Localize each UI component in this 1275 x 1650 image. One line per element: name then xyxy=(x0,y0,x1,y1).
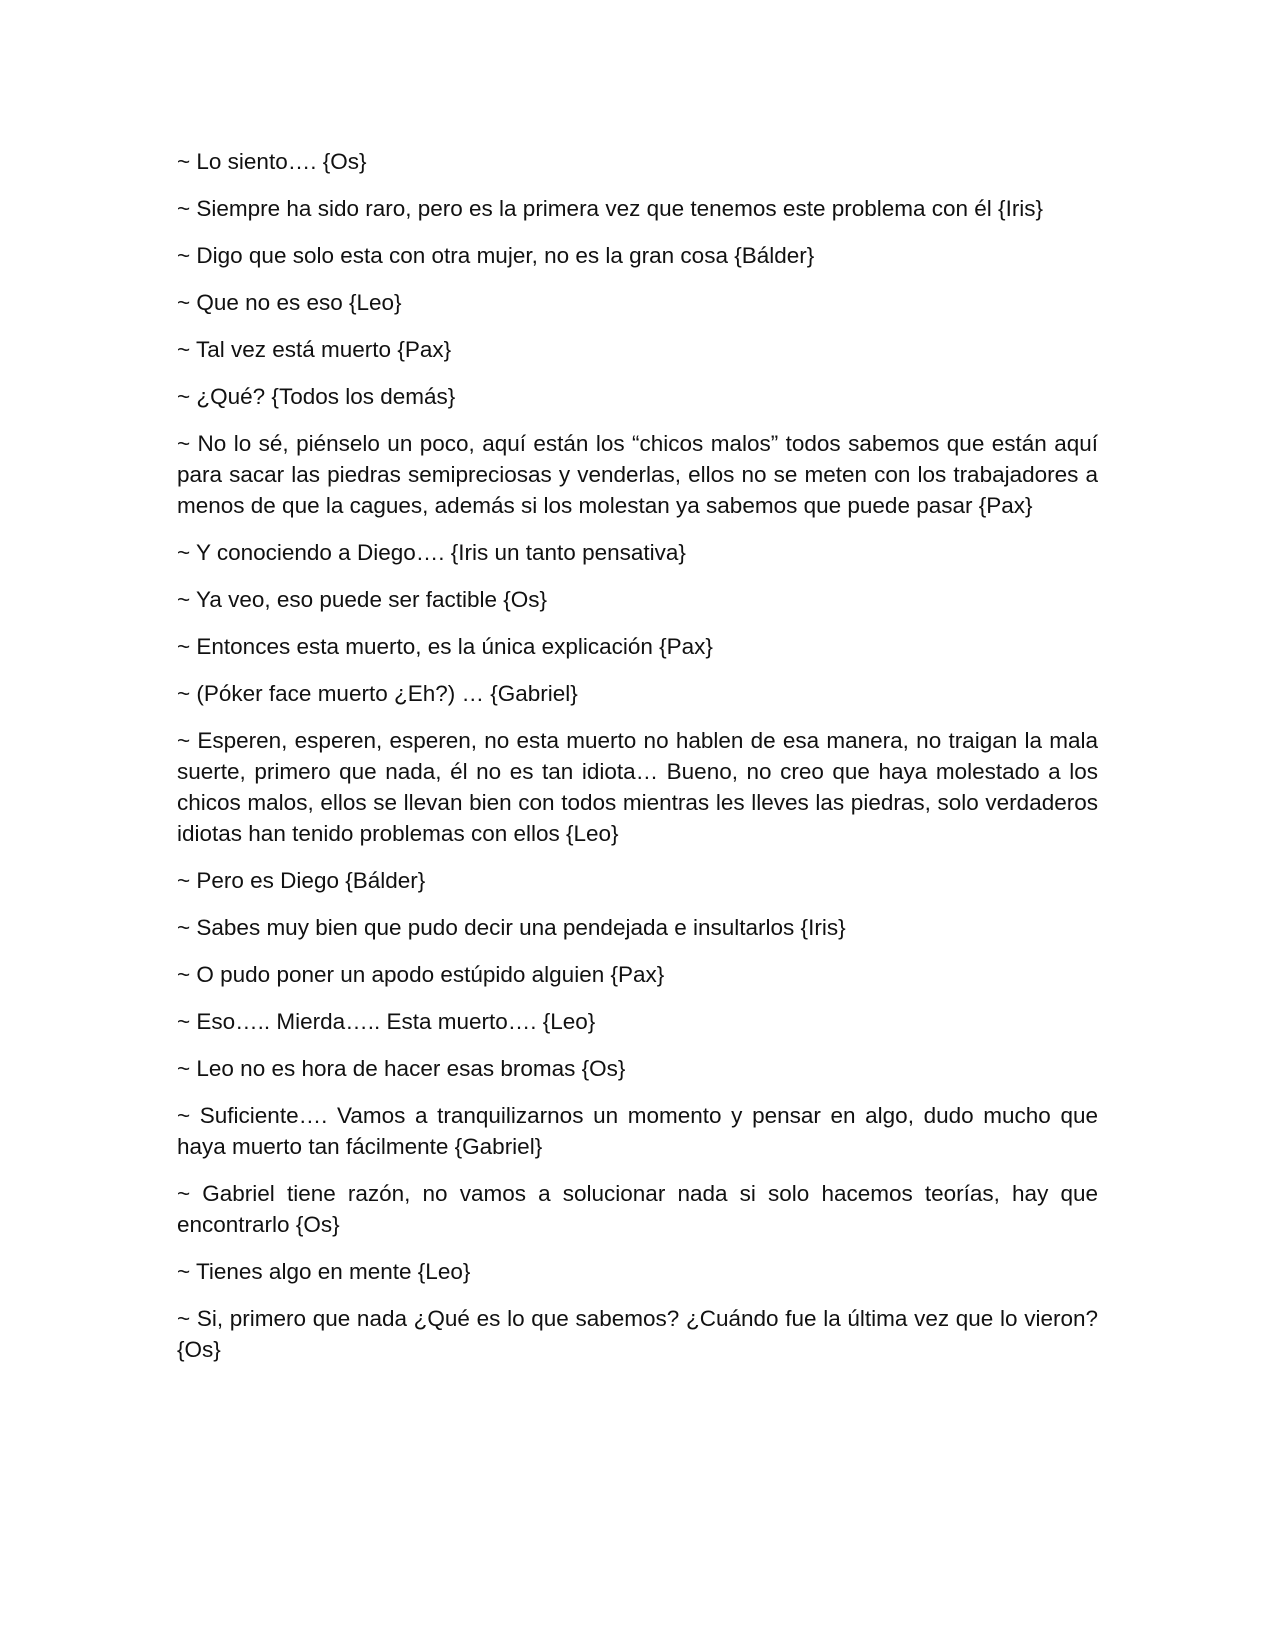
dialogue-line: ~ Pero es Diego {Bálder} xyxy=(177,868,426,893)
document-page xyxy=(177,146,1098,1381)
dialogue-line: ~ O pudo poner un apodo estúpido alguien {Pax} xyxy=(177,962,665,987)
dialogue-line: ~ Que no es eso {Leo} xyxy=(177,290,402,315)
dialogue-line: ~ Lo siento…. {Os} xyxy=(177,149,367,174)
dialogue-line: ~ Si, primero que nada ¿Qué es lo que sabemos? ¿Cuándo fue la última vez que lo vieron? {Os} xyxy=(177,1306,1098,1362)
dialogue-line: ~ Gabriel tiene razón, no vamos a solucionar nada si solo hacemos teorías, hay que encontrarlo {Os} xyxy=(177,1181,1098,1237)
dialogue-line: ~ Y conociendo a Diego…. {Iris un tanto pensativa} xyxy=(177,540,686,565)
dialogue-line: ~ Leo no es hora de hacer esas bromas {Os} xyxy=(177,1056,626,1081)
dialogue-line: ~ Eso….. Mierda….. Esta muerto…. {Leo} xyxy=(177,1009,596,1034)
dialogue-line: ~ No lo sé, piénselo un poco, aquí están los “chicos malos” todos sabemos que están aquí para sacar las piedras semipreciosas y venderlas, ellos no se meten con los trabajadores a menos de que la cagues, además si los molestan ya sabemos que puede pasar {Pax} xyxy=(177,431,1098,518)
dialogue-line: ~ (Póker face muerto ¿Eh?) … {Gabriel} xyxy=(177,681,578,706)
dialogue-line: ~ Esperen, esperen, esperen, no esta muerto no hablen de esa manera, no traigan la mala suerte, primero que nada, él no es tan idiota… Bueno, no creo que haya molestado a los chicos malos, ellos se llevan bien con todos mientras les lleves las piedras, solo verdaderos idiotas han tenido problemas con ellos {Leo} xyxy=(177,728,1098,846)
dialogue-line: ~ Digo que solo esta con otra mujer, no es la gran cosa {Bálder} xyxy=(177,243,815,268)
dialogue-line: ~ ¿Qué? {Todos los demás} xyxy=(177,384,456,409)
dialogue-line: ~ Sabes muy bien que pudo decir una pendejada e insultarlos {Iris} xyxy=(177,915,846,940)
dialogue-line: ~ Tienes algo en mente {Leo} xyxy=(177,1259,471,1284)
dialogue-line: ~ Suficiente…. Vamos a tranquilizarnos un momento y pensar en algo, dudo mucho que haya muerto tan fácilmente {Gabriel} xyxy=(177,1103,1098,1159)
dialogue-line: ~ Tal vez está muerto {Pax} xyxy=(177,337,452,362)
dialogue-line: ~ Siempre ha sido raro, pero es la primera vez que tenemos este problema con él {Iris} xyxy=(177,196,1044,221)
dialogue-line: ~ Ya veo, eso puede ser factible {Os} xyxy=(177,587,548,612)
dialogue-line: ~ Entonces esta muerto, es la única explicación {Pax} xyxy=(177,634,713,659)
